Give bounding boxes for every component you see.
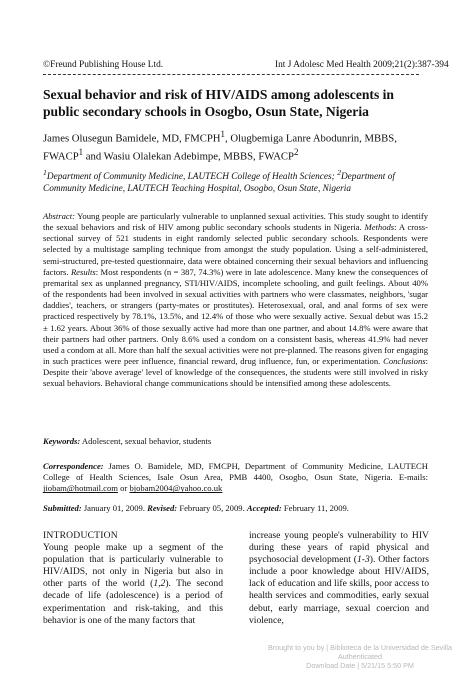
author-sup: 1 <box>220 129 225 139</box>
affiliation-sup: 1 <box>43 168 47 177</box>
submitted-date: January 01, 2009. <box>81 503 148 513</box>
affiliation-sup: 2 <box>337 168 341 177</box>
submission-dates <box>43 503 428 514</box>
intro-text: ). Other factors include a poor knowledge about HIV/AIDS, lack of education and life skills, poor access to health services and commodities, early sexual debut, early marriage, sexual coercion and violence, <box>249 554 429 626</box>
author-text: , Olugbemiga Lanre Abodunrin, MBBS, <box>224 132 397 145</box>
methods-label: Methods <box>364 222 395 233</box>
intro-heading: INTRODUCTION <box>43 530 118 541</box>
revised-label: Revised: <box>147 503 178 513</box>
download-watermark <box>255 643 465 670</box>
intro-text: ). The second decade of life (adolescence) is a period of experimentation and risk-taking, and this behavior is one of the many factors that <box>43 578 223 626</box>
author-text: James Olusegun Bamidele, MD, FMCPH <box>43 132 221 145</box>
affiliation-text: Department of Community Medicine, LAUTECH College of Health Sciences; <box>46 172 338 183</box>
author-text: FWACP <box>43 150 79 163</box>
correspondence-or: or <box>117 483 130 494</box>
header-divider <box>43 74 419 75</box>
publisher-line: ©Freund Publishing House Ltd. <box>43 60 164 70</box>
abstract-label: Abstract: <box>43 211 75 221</box>
results-label: Results <box>70 266 96 277</box>
conclusions-label: Conclusions <box>383 356 426 367</box>
watermark-line: Brought to you by | Biblioteca de la Universidad de Sevilla <box>267 643 453 652</box>
email-link-1[interactable]: jiobam@hotmail.com <box>43 483 118 494</box>
affiliations <box>43 167 428 196</box>
keywords-label: Keywords: <box>43 436 81 446</box>
intro-reference: 1,2 <box>153 578 166 590</box>
abstract-methods: : A cross-sectional survey of 521 students in eight randomly selected public secondary schools. Respondents were selected by a multistage sampling technique from amongst the study population. Using a self-administered, semi-structured, pre-tested questionnaire, data were obtained concerning their sexual behaviors and influencing factors. <box>43 222 428 277</box>
accepted-date: February 11, 2009. <box>281 503 349 513</box>
author-text: and Wasiu Olalekan Adebimpe, MBBS, FWACP <box>83 150 294 163</box>
intro-right-column <box>249 530 429 627</box>
keywords <box>43 436 428 447</box>
affiliation-text: Department of Community Medicine, LAUTECH Teaching Hospital, Osogbo, Osun State, Nigeria <box>43 172 395 194</box>
author-sup: 1 <box>78 147 84 158</box>
journal-citation: Int J Adolesc Med Health 2009;21(2):387-394 <box>275 60 449 70</box>
email-link-2[interactable]: bjobam2004@yahoo.co.uk <box>129 483 223 494</box>
author-sup: 2 <box>294 147 299 158</box>
keywords-text: Adolescent, sexual behavior, students <box>80 436 212 446</box>
intro-left-column <box>43 530 223 627</box>
abstract-results: : Most respondents (n = 387, 74.3%) were in late adolescence. Many knew the consequences of premarital sex as unplanned pregnancy, STI/HIV/AIDS, incomplete schooling, and guilt feelings. About 40% of the respondents had been involved in sexual activities with partners who were classmates, neighbors, 'sugar daddies', teachers, or strangers (party-mates or prostitutes). Heterosexual, oral, and anal forms of sex were practiced respectively by 78.1%, 13.5%, and 12.4% of those who were sexually active. Sexual debut was 15.2 ± 1.62 years. About 36% of those sexually active had more than one partner, and about 14.8% were aware that their partners had other partners. Only 8.6% used a condom on a consistent basis, whereas 41.9% had never used a condom at all. More than half the sexual activities were not pre-planned. The reasons given for engaging in such practices were peer influence, financial reward, drug influence, fun, or experimentation. <box>43 266 428 367</box>
correspondence-label: Correspondence: <box>43 461 104 471</box>
abstract-intro: Young people are particularly vulnerable to unplanned sexual activities. This study sought to identify the sexual behaviors and risk of HIV among public secondary schools students in Nigeria. <box>43 211 428 233</box>
intro-text: increase young people's vulnerability to HIV during these years of rapid physical and psychosocial development ( <box>249 530 429 566</box>
watermark-line: Authenticated <box>338 652 382 661</box>
intro-reference: 1-3 <box>356 554 370 566</box>
abstract <box>43 211 428 390</box>
revised-date: February 05, 2009. <box>177 503 247 513</box>
abstract-conclusions: : Despite their 'above average' level of knowledge of the consequences, the students were still involved in risky sexual behaviors. Behavioral change communications should be intensified among these adolescents. <box>43 356 428 389</box>
watermark-line: Download Date | 5/21/15 5:50 PM <box>306 661 414 670</box>
submitted-label: Submitted: <box>43 503 82 513</box>
correspondence-text: James O. Bamidele, MD, FMCPH, Department of Community Medicine, LAUTECH College of Health Sciences, Isale Osun Area, PMB 4400, Osogbo, Osun State, Nigeria. E-mails: <box>43 461 428 483</box>
author-list <box>43 128 428 164</box>
correspondence <box>43 461 428 495</box>
accepted-label: Accepted: <box>246 503 282 513</box>
intro-text: Young people make up a segment of the population that is particularly vulnerable to HIV/AIDS, not only in Nigeria but also in other parts of the world ( <box>43 542 223 590</box>
article-title: Sexual behavior and risk of HIV/AIDS among adolescents in public secondary schools in Osogbo, Osun State, Nigeria <box>43 87 394 119</box>
